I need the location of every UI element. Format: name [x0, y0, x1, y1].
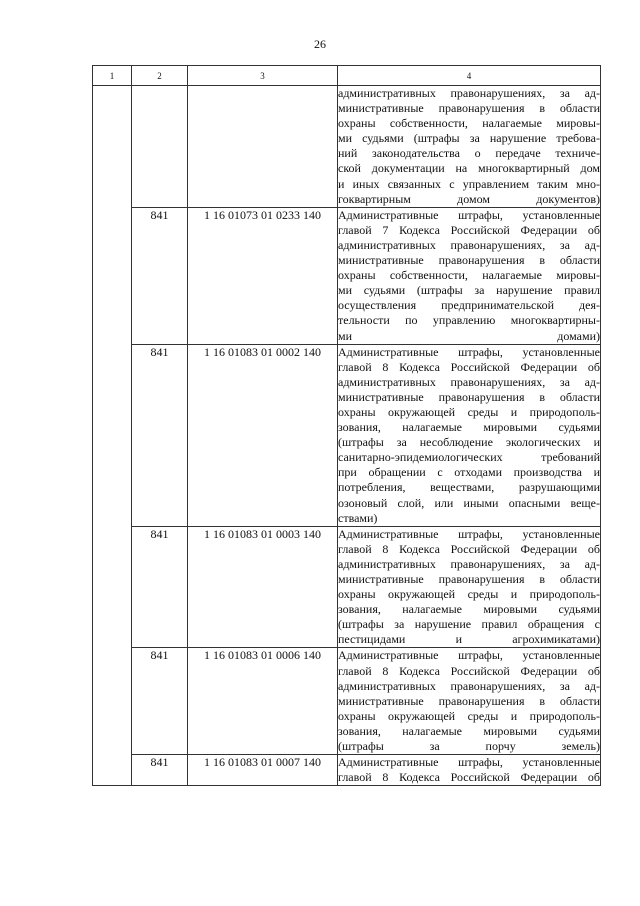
table-row: [93, 86, 601, 208]
budget-classification-code-cell: 1 16 01083 01 0006 140: [188, 648, 338, 755]
column-header-2: 2: [132, 66, 188, 86]
budget-classification-code-cell: 1 16 01083 01 0007 140: [188, 755, 338, 786]
budget-classification-code-cell: 1 16 01083 01 0003 140: [188, 526, 338, 648]
budget-codes-table: [92, 65, 601, 786]
budget-classification-code-cell: [188, 86, 338, 208]
admin-code-cell: [132, 86, 188, 208]
budget-classification-code-cell: 1 16 01073 01 0233 140: [188, 207, 338, 344]
empty-first-column-cell: [93, 86, 132, 786]
budget-classification-code-cell: 1 16 01083 01 0002 140: [188, 344, 338, 526]
income-description-cell: Административные штрафы, установленные главой 8 Кодекса Российской Федерации об административных правонарушениях, за ад- министративные правонарушения в области охраны окружающей среды и природополь- зования, налагаемые мировыми судьями (штрафы за несоблюдение экологических и санитарно-эпидемиологических требований при обращении с отходами производства и потребления, веществами, разрушающими озоновый слой, или иными опасными веще- ствами): [338, 344, 600, 525]
income-description-cell: Административные штрафы, установленные главой 8 Кодекса Российской Федерации об: [338, 755, 600, 785]
table-row: [93, 648, 601, 755]
table-row: [93, 526, 601, 648]
table-row: [93, 207, 601, 344]
admin-code-cell: 841: [132, 207, 188, 344]
column-header-1: 1: [93, 66, 132, 86]
admin-code-cell: 841: [132, 648, 188, 755]
income-description-cell: Административные штрафы, установленные главой 8 Кодекса Российской Федерации об административных правонарушениях, за ад- министративные правонарушения в области охраны окружающей среды и природополь- зования, налагаемые мировыми судьями (штрафы за нарушение правил обращения с пестицидами и агрохимикатами): [338, 526, 600, 647]
table-row: [93, 755, 601, 786]
admin-code-cell: 841: [132, 526, 188, 648]
table-header-row: [93, 66, 601, 86]
page-number: 26: [314, 37, 326, 51]
admin-code-cell: 841: [132, 755, 188, 786]
column-header-4: 4: [338, 66, 601, 86]
table-row: [93, 344, 601, 526]
income-description-cell: Административные штрафы, установленные главой 8 Кодекса Российской Федерации об административных правонарушениях, за ад- министративные правонарушения в области охраны окружающей среды и природополь- зования, налагаемые мировыми судьями (штрафы за порчу земель): [338, 648, 600, 754]
column-header-3: 3: [188, 66, 338, 86]
income-description-cell: административных правонарушениях, за ад- министративные правонарушения в области охраны собственности, налагаемые мировы- ми судьями (штрафы за нарушение требова- ний законодательства о передаче техниче- ской документации на многоквартирный дом и иных связанных с управлением таким мно- гоквартирным домом документов): [338, 86, 600, 206]
admin-code-cell: 841: [132, 344, 188, 526]
income-description-cell: Административные штрафы, установленные главой 7 Кодекса Российской Федерации об административных правонарушениях, за ад- министративные правонарушения в области охраны собственности, налагаемые мировы- ми судьями (штрафы за нарушение правил осуществления предпринимательской дея- тельности по управлению многоквартирны- ми домами): [338, 207, 600, 343]
